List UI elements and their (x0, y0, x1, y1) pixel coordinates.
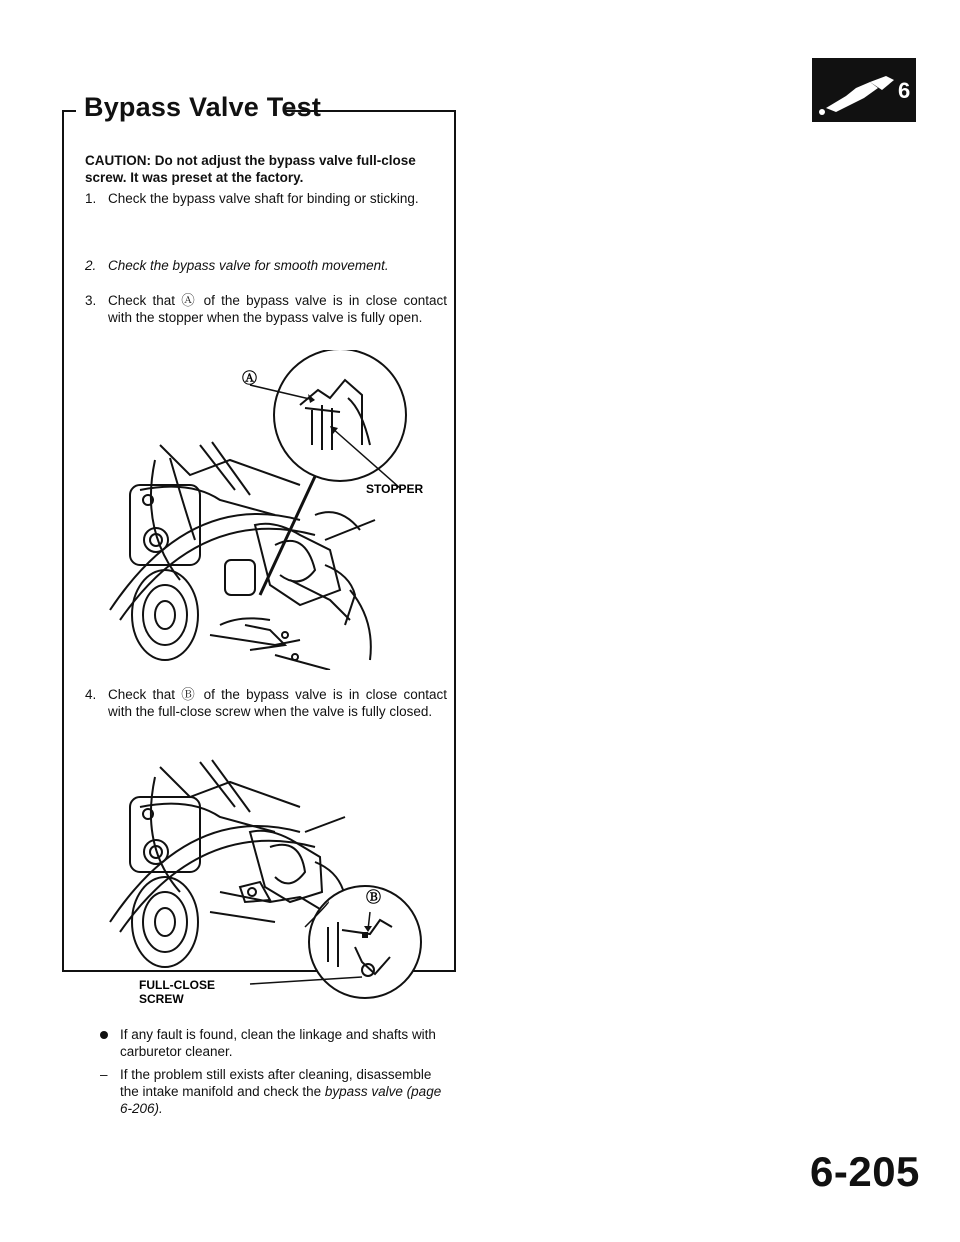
bullet-icon (100, 1031, 108, 1039)
label-full-close: FULL-CLOSE (139, 978, 215, 992)
step-text: Check the bypass valve for smooth movement. (108, 258, 389, 273)
page-reference: bypass valve (page 6-206). (120, 1084, 442, 1116)
callout-b: Ⓑ (366, 889, 382, 906)
dash-note-main: If the problem still exists after cleaning, disassemble the intake manifold and check the (120, 1067, 432, 1099)
stopper-detail-circle (250, 350, 406, 488)
step-2 (85, 257, 447, 274)
step-text: Check that Ⓐ of the bypass valve is in close contact with the stopper when the bypass valve is fully open. (108, 293, 447, 325)
dash-mark: – (100, 1067, 108, 1082)
full-close-screw-detail-circle (250, 886, 421, 998)
step-3 (85, 292, 447, 326)
section-tab-badge (812, 58, 916, 122)
step-4 (85, 686, 447, 720)
step-text: Check that Ⓑ of the bypass valve is in close contact with the full-close screw when the valve is fully closed. (108, 687, 447, 719)
dash-note (100, 1066, 446, 1117)
section-tab-number: 6 (898, 78, 911, 103)
step-number: 2. (85, 258, 97, 273)
step-number: 4. (85, 687, 97, 702)
label-stopper: STOPPER (366, 482, 424, 496)
page-number: 6-205 (810, 1148, 920, 1195)
label-screw: SCREW (139, 992, 184, 1006)
bullet-note (100, 1026, 446, 1060)
step-text: Check the bypass valve shaft for binding or sticking. (108, 191, 419, 206)
section-title: Bypass Valve Test (84, 92, 322, 122)
frame-top-left-rule (62, 110, 76, 112)
dash-note-text (120, 1066, 446, 1117)
figure-bypass-valve-open (100, 350, 445, 670)
step-number: 3. (85, 293, 97, 308)
callout-a: Ⓐ (242, 370, 258, 387)
caution-text: CAUTION: Do not adjust the bypass valve full-close screw. It was preset at the factory. (85, 153, 416, 185)
step-1 (85, 190, 447, 207)
bullet-note-text: If any fault is found, clean the linkage and shafts with carburetor cleaner. (120, 1027, 436, 1059)
figure-bypass-valve-closed (100, 752, 445, 1017)
step-number: 1. (85, 191, 97, 206)
